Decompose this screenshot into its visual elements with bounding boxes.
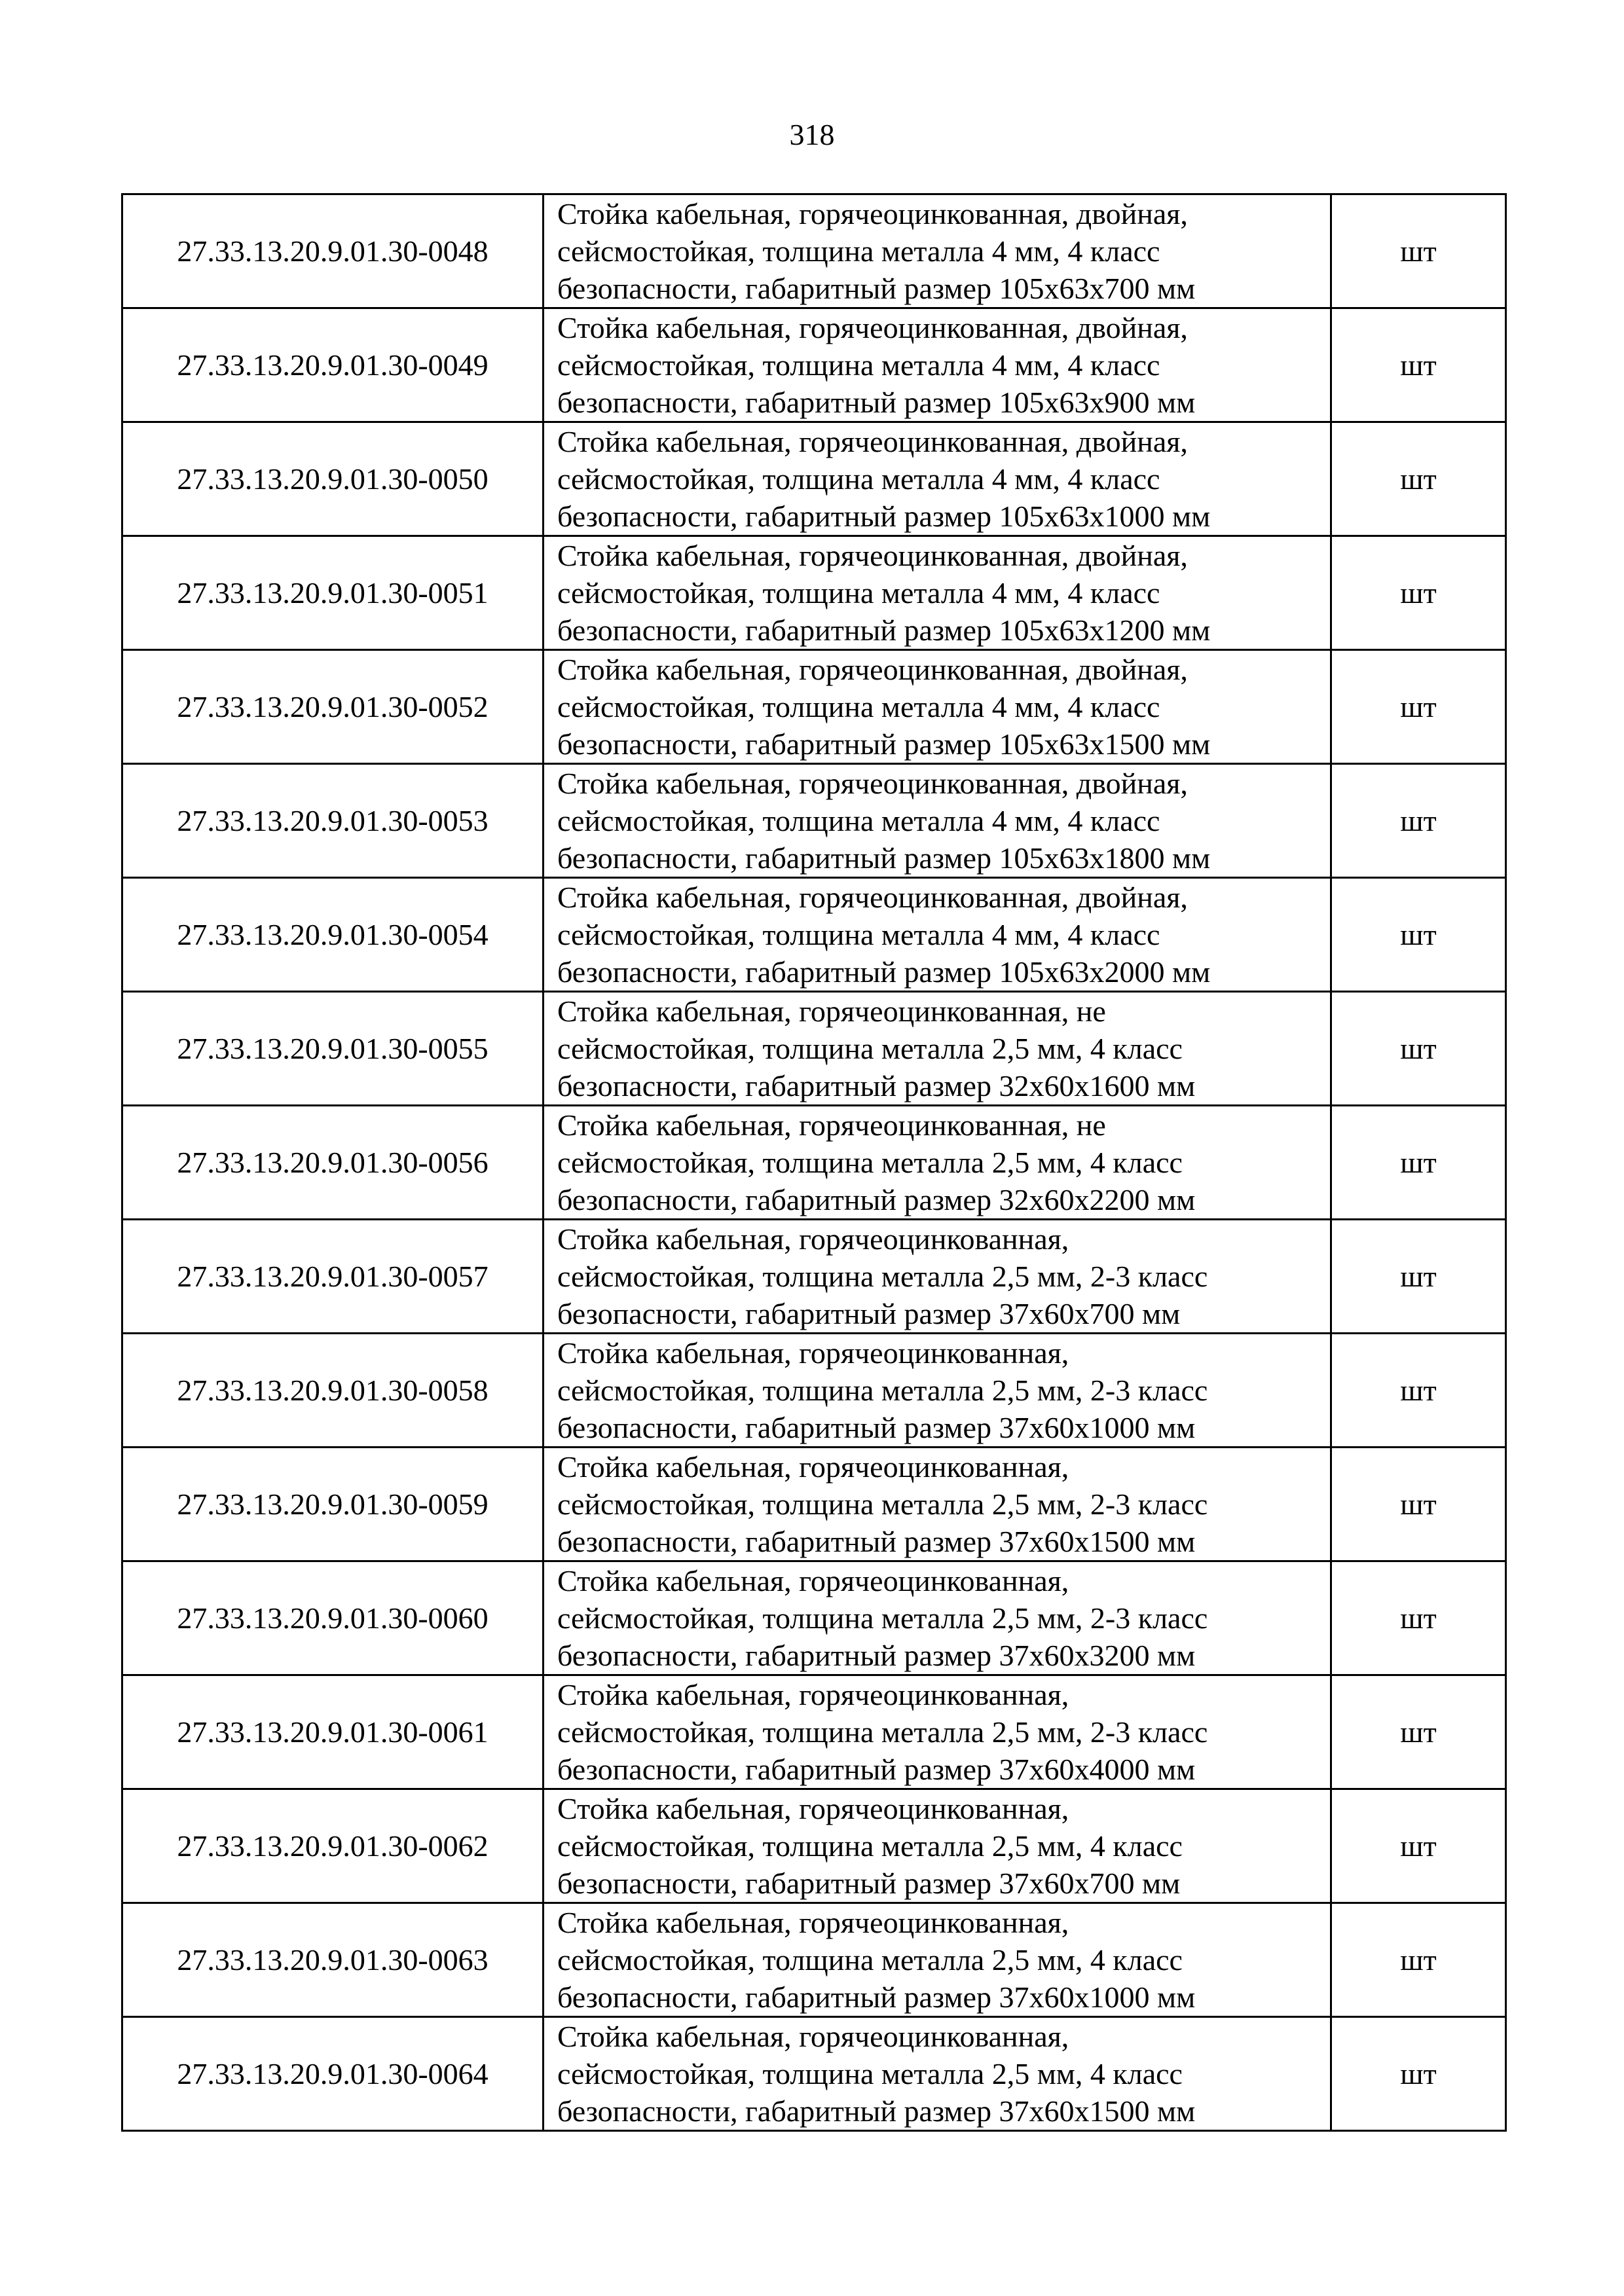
item-description-line: сейсмостойкая, толщина металла 2,5 мм, 2-3 класс xyxy=(557,1715,1208,1749)
table-row xyxy=(122,1903,1506,2017)
table-row xyxy=(122,764,1506,878)
table-row xyxy=(122,308,1506,422)
item-description-line: сейсмостойкая, толщина металла 2,5 мм, 4 класс xyxy=(557,1146,1183,1179)
item-code-cell: 27.33.13.20.9.01.30-0056 xyxy=(122,1106,544,1220)
item-description-cell xyxy=(544,1789,1331,1903)
table-row xyxy=(122,650,1506,764)
item-unit-cell: шт xyxy=(1331,1789,1506,1903)
item-description-cell xyxy=(544,1220,1331,1334)
item-description-line: Стойка кабельная, горячеоцинкованная, xyxy=(557,1336,1069,1370)
table-row xyxy=(122,1106,1506,1220)
item-description-line: Стойка кабельная, горячеоцинкованная, не xyxy=(557,1108,1106,1142)
item-description-line: сейсмостойкая, толщина металла 2,5 мм, 4 класс xyxy=(557,1032,1183,1065)
item-description-cell xyxy=(544,1448,1331,1561)
item-description-cell xyxy=(544,764,1331,878)
item-code-cell: 27.33.13.20.9.01.30-0057 xyxy=(122,1220,544,1334)
item-description-cell xyxy=(544,308,1331,422)
item-unit-cell: шт xyxy=(1331,308,1506,422)
item-description-line: безопасности, габаритный размер 37х60х4000 мм xyxy=(557,1753,1196,1786)
item-description-line: безопасности, габаритный размер 32х60х1600 мм xyxy=(557,1069,1196,1102)
item-description-line: сейсмостойкая, толщина металла 4 мм, 4 класс xyxy=(557,918,1160,951)
item-unit-cell: шт xyxy=(1331,1220,1506,1334)
item-code-cell: 27.33.13.20.9.01.30-0054 xyxy=(122,878,544,992)
item-description-cell xyxy=(544,878,1331,992)
item-description-line: сейсмостойкая, толщина металла 4 мм, 4 класс xyxy=(557,234,1160,268)
item-description-cell xyxy=(544,650,1331,764)
table-row xyxy=(122,2017,1506,2131)
item-description-line: безопасности, габаритный размер 32х60х2200 мм xyxy=(557,1183,1196,1216)
item-unit-cell: шт xyxy=(1331,878,1506,992)
item-unit-cell: шт xyxy=(1331,992,1506,1106)
item-description-line: сейсмостойкая, толщина металла 4 мм, 4 класс xyxy=(557,462,1160,496)
item-description-line: безопасности, габаритный размер 105х63х1000 мм xyxy=(557,500,1211,533)
item-description-cell xyxy=(544,1675,1331,1789)
item-code-cell: 27.33.13.20.9.01.30-0062 xyxy=(122,1789,544,1903)
items-table xyxy=(121,193,1507,2132)
item-description-line: сейсмостойкая, толщина металла 2,5 мм, 4 класс xyxy=(557,1829,1183,1863)
table-row xyxy=(122,194,1506,308)
item-description-line: безопасности, габаритный размер 37х60х700 мм xyxy=(557,1867,1181,1900)
item-description-line: сейсмостойкая, толщина металла 2,5 мм, 2-3 класс xyxy=(557,1601,1208,1635)
item-code-cell: 27.33.13.20.9.01.30-0064 xyxy=(122,2017,544,2131)
item-unit-cell: шт xyxy=(1331,194,1506,308)
item-unit-cell: шт xyxy=(1331,422,1506,536)
item-code-cell: 27.33.13.20.9.01.30-0050 xyxy=(122,422,544,536)
item-unit-cell: шт xyxy=(1331,650,1506,764)
item-description-line: сейсмостойкая, толщина металла 4 мм, 4 класс xyxy=(557,690,1160,723)
item-description-cell xyxy=(544,536,1331,650)
item-description-line: безопасности, габаритный размер 105х63х900 мм xyxy=(557,386,1196,419)
item-code-cell: 27.33.13.20.9.01.30-0061 xyxy=(122,1675,544,1789)
item-description-line: безопасности, габаритный размер 37х60х1500 мм xyxy=(557,1525,1196,1558)
item-code-cell: 27.33.13.20.9.01.30-0052 xyxy=(122,650,544,764)
item-description-line: Стойка кабельная, горячеоцинкованная, xyxy=(557,1222,1069,1256)
table-row xyxy=(122,992,1506,1106)
item-unit-cell: шт xyxy=(1331,2017,1506,2131)
item-code-cell: 27.33.13.20.9.01.30-0049 xyxy=(122,308,544,422)
item-code-cell: 27.33.13.20.9.01.30-0059 xyxy=(122,1448,544,1561)
item-description-cell xyxy=(544,1106,1331,1220)
item-description-line: безопасности, габаритный размер 105х63х1200 мм xyxy=(557,613,1211,647)
item-description-cell xyxy=(544,422,1331,536)
table-row xyxy=(122,1448,1506,1561)
item-description-line: сейсмостойкая, толщина металла 2,5 мм, 4 класс xyxy=(557,2057,1183,2090)
item-description-line: сейсмостойкая, толщина металла 2,5 мм, 2-3 класс xyxy=(557,1260,1208,1293)
item-unit-cell: шт xyxy=(1331,764,1506,878)
item-unit-cell: шт xyxy=(1331,536,1506,650)
item-description-line: Стойка кабельная, горячеоцинкованная, xyxy=(557,2020,1069,2053)
table-row xyxy=(122,1220,1506,1334)
item-description-line: сейсмостойкая, толщина металла 4 мм, 4 класс xyxy=(557,348,1160,382)
item-description-line: сейсмостойкая, толщина металла 4 мм, 4 класс xyxy=(557,804,1160,837)
item-description-line: сейсмостойкая, толщина металла 2,5 мм, 2-3 класс xyxy=(557,1487,1208,1521)
item-code-cell: 27.33.13.20.9.01.30-0051 xyxy=(122,536,544,650)
item-unit-cell: шт xyxy=(1331,1106,1506,1220)
table-row xyxy=(122,536,1506,650)
item-description-line: безопасности, габаритный размер 105х63х2000 мм xyxy=(557,955,1211,989)
item-code-cell: 27.33.13.20.9.01.30-0063 xyxy=(122,1903,544,2017)
item-description-line: сейсмостойкая, толщина металла 2,5 мм, 4 класс xyxy=(557,1943,1183,1977)
item-description-cell xyxy=(544,992,1331,1106)
item-description-cell xyxy=(544,1334,1331,1448)
item-code-cell: 27.33.13.20.9.01.30-0058 xyxy=(122,1334,544,1448)
item-code-cell: 27.33.13.20.9.01.30-0053 xyxy=(122,764,544,878)
item-description-line: Стойка кабельная, горячеоцинкованная, xyxy=(557,1678,1069,1711)
item-description-cell xyxy=(544,2017,1331,2131)
item-unit-cell: шт xyxy=(1331,1448,1506,1561)
table-row xyxy=(122,878,1506,992)
item-description-line: безопасности, габаритный размер 105х63х1500 мм xyxy=(557,727,1211,761)
item-description-line: безопасности, габаритный размер 37х60х3200 мм xyxy=(557,1639,1196,1672)
table-row xyxy=(122,422,1506,536)
item-description-line: безопасности, габаритный размер 105х63х1800 мм xyxy=(557,841,1211,875)
item-description-line: Стойка кабельная, горячеоцинкованная, двойная, xyxy=(557,539,1188,572)
item-code-cell: 27.33.13.20.9.01.30-0055 xyxy=(122,992,544,1106)
item-description-line: Стойка кабельная, горячеоцинкованная, двойная, xyxy=(557,311,1188,344)
item-description-cell xyxy=(544,1561,1331,1675)
items-table-body xyxy=(122,194,1506,2131)
item-description-line: сейсмостойкая, толщина металла 4 мм, 4 класс xyxy=(557,576,1160,610)
item-description-line: Стойка кабельная, горячеоцинкованная, двойная, xyxy=(557,653,1188,686)
item-unit-cell: шт xyxy=(1331,1675,1506,1789)
item-description-line: Стойка кабельная, горячеоцинкованная, двойная, xyxy=(557,881,1188,914)
table-row xyxy=(122,1561,1506,1675)
item-description-cell xyxy=(544,1903,1331,2017)
item-description-line: Стойка кабельная, горячеоцинкованная, xyxy=(557,1792,1069,1825)
item-description-line: безопасности, габаритный размер 37х60х1500 мм xyxy=(557,2094,1196,2128)
item-code-cell: 27.33.13.20.9.01.30-0060 xyxy=(122,1561,544,1675)
table-row xyxy=(122,1675,1506,1789)
item-description-line: безопасности, габаритный размер 37х60х700 мм xyxy=(557,1297,1181,1330)
item-description-line: Стойка кабельная, горячеоцинкованная, xyxy=(557,1906,1069,1939)
item-description-line: безопасности, габаритный размер 37х60х1000 мм xyxy=(557,1411,1196,1444)
item-description-line: Стойка кабельная, горячеоцинкованная, двойная, xyxy=(557,197,1188,230)
item-description-line: Стойка кабельная, горячеоцинкованная, двойная, xyxy=(557,767,1188,800)
item-description-line: сейсмостойкая, толщина металла 2,5 мм, 2-3 класс xyxy=(557,1374,1208,1407)
item-description-line: безопасности, габаритный размер 105х63х700 мм xyxy=(557,272,1196,305)
item-unit-cell: шт xyxy=(1331,1334,1506,1448)
item-unit-cell: шт xyxy=(1331,1561,1506,1675)
item-description-line: безопасности, габаритный размер 37х60х1000 мм xyxy=(557,1980,1196,2014)
item-description-line: Стойка кабельная, горячеоцинкованная, не xyxy=(557,994,1106,1028)
table-row xyxy=(122,1789,1506,1903)
item-description-line: Стойка кабельная, горячеоцинкованная, xyxy=(557,1564,1069,1597)
item-description-cell xyxy=(544,194,1331,308)
item-description-line: Стойка кабельная, горячеоцинкованная, двойная, xyxy=(557,425,1188,458)
item-unit-cell: шт xyxy=(1331,1903,1506,2017)
item-description-line: Стойка кабельная, горячеоцинкованная, xyxy=(557,1450,1069,1484)
table-row xyxy=(122,1334,1506,1448)
page-number: 318 xyxy=(789,118,835,151)
item-code-cell: 27.33.13.20.9.01.30-0048 xyxy=(122,194,544,308)
